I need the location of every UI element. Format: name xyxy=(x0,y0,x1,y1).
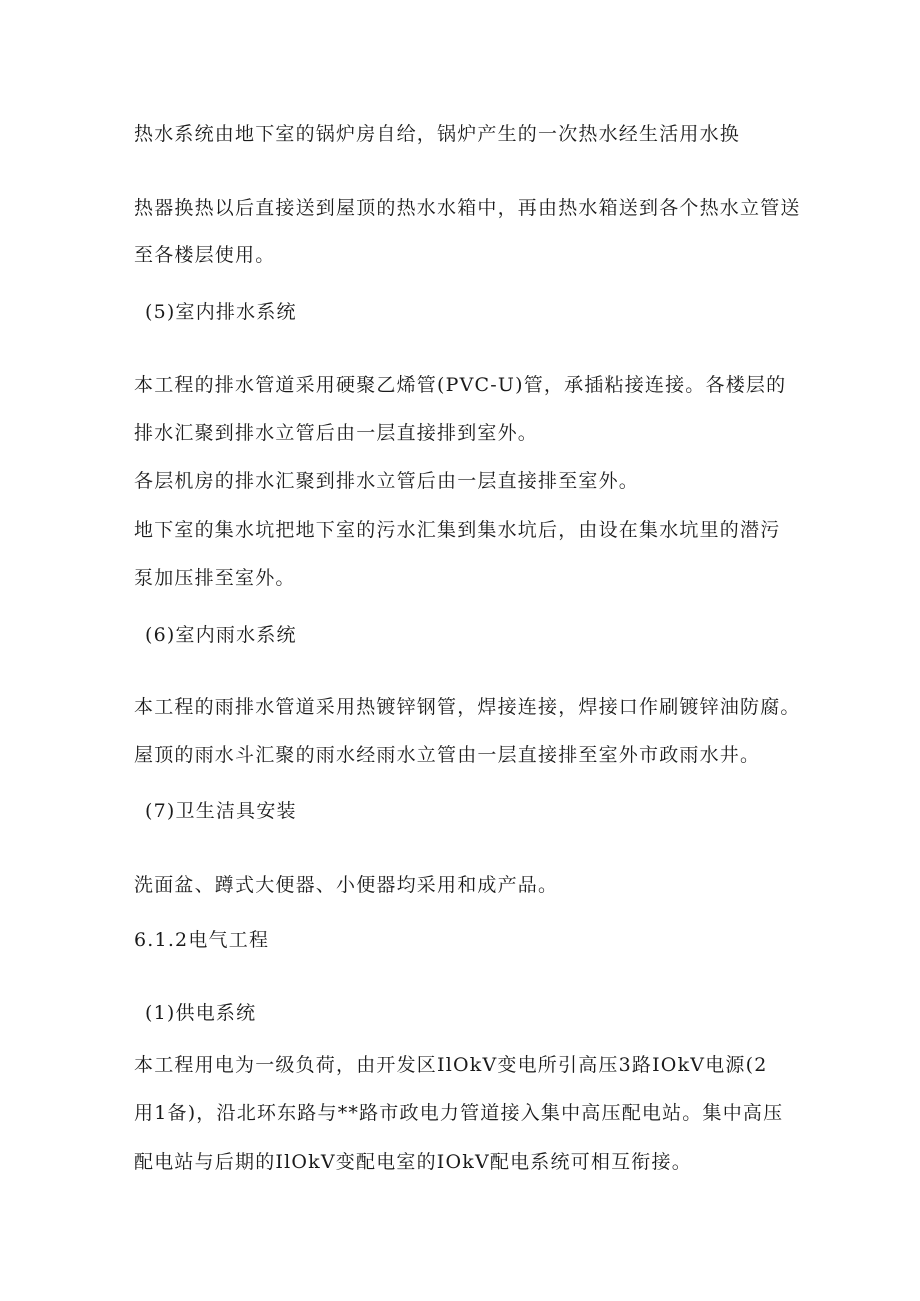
section-heading: 6.1.2电气工程 xyxy=(134,929,270,951)
paragraph-line: 热器换热以后直接送到屋顶的热水水箱中，再由热水箱送到各个热水立管送 xyxy=(134,197,801,219)
paragraph-line: 排水汇聚到排水立管后由一层直接排到室外。 xyxy=(134,422,539,444)
section-heading: (5)室内排水系统 xyxy=(145,301,297,323)
paragraph-line: 配电站与后期的IlOkV变配电室的IOkV配电系统可相互衔接。 xyxy=(134,1151,692,1173)
paragraph-line: 本工程的雨排水管道采用热镀锌钢管，焊接连接，焊接口作刷镀锌油防腐。 xyxy=(134,696,801,718)
section-heading: (1)供电系统 xyxy=(145,1002,257,1024)
paragraph-line: 本工程的排水管道采用硬聚乙烯管(PVC-U)管，承插粘接连接。各楼层的 xyxy=(134,374,787,396)
paragraph-line: 本工程用电为一级负荷，由开发区IlOkV变电所引高压3路IOkV电源(2 xyxy=(134,1054,768,1076)
paragraph-line: 地下室的集水坑把地下室的污水汇集到集水坑后，由设在集水坑里的潜污 xyxy=(134,519,781,541)
paragraph-line: 各层机房的排水汇聚到排水立管后由一层直接排至室外。 xyxy=(134,470,640,492)
paragraph-line: 热水系统由地下室的锅炉房自给，锅炉产生的一次热水经生活用水换 xyxy=(134,123,741,145)
paragraph-line: 用1备)，沿北环东路与**路市政电力管道接入集中高压配电站。集中高压 xyxy=(134,1102,784,1124)
paragraph-line: 至各楼层使用。 xyxy=(134,244,276,266)
paragraph-line: 泵加压排至室外。 xyxy=(134,567,296,589)
paragraph-line: 洗面盆、蹲式大便器、小便器均采用和成产品。 xyxy=(134,874,559,896)
paragraph-line: 屋顶的雨水斗汇聚的雨水经雨水立管由一层直接排至室外市政雨水井。 xyxy=(134,744,761,766)
section-heading: (6)室内雨水系统 xyxy=(145,624,297,646)
section-heading: (7)卫生洁具安装 xyxy=(145,800,297,822)
